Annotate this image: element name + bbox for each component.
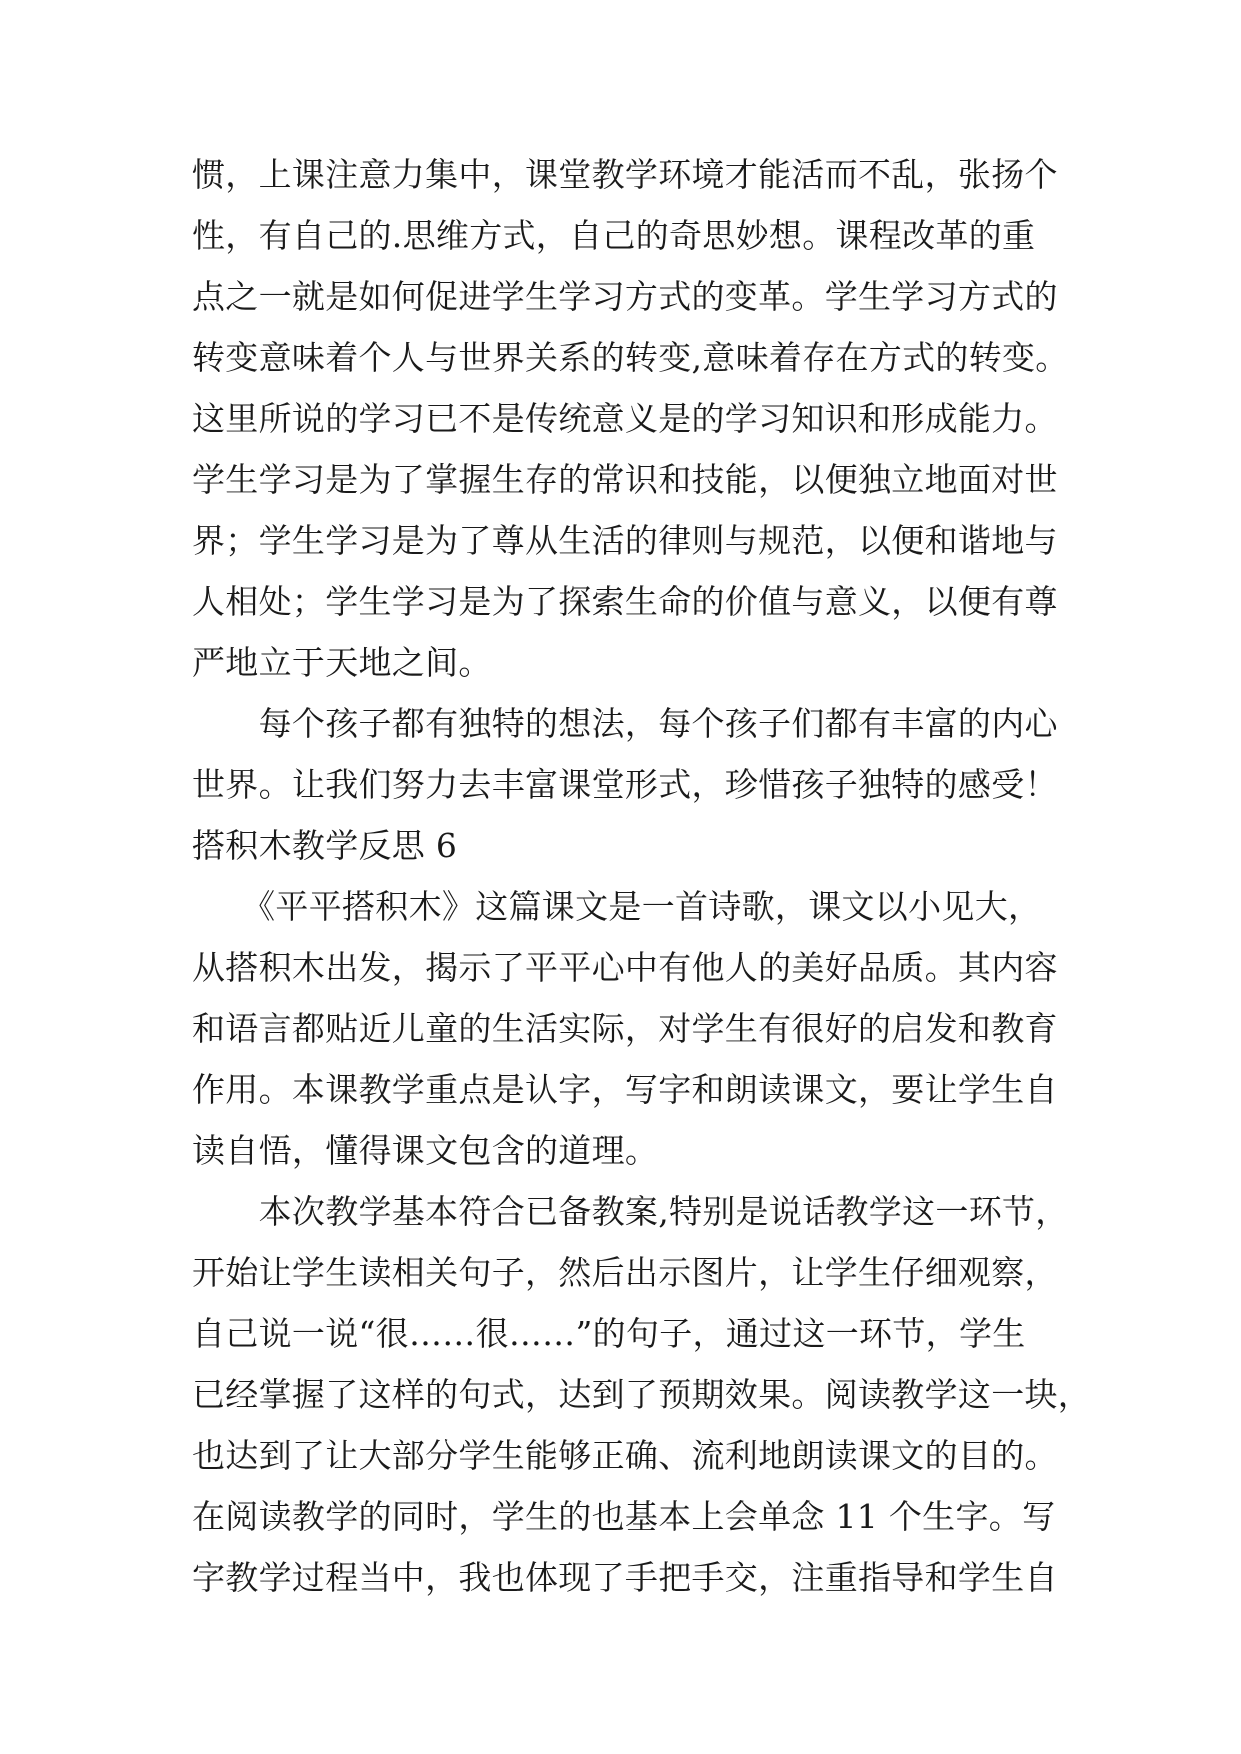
- text-line: 《平平搭积木》这篇课文是一首诗歌，课文以小见大，: [192, 887, 1042, 926]
- text-line: 从搭积木出发，揭示了平平心中有他人的美好品质。其内容: [192, 948, 1058, 987]
- text-line: 自己说一说“很……很……”的句子，通过这一环节，学生: [192, 1314, 1026, 1353]
- text-line: 这里所说的学习已不是传统意义是的学习知识和形成能力。: [192, 399, 1058, 438]
- text-line: 学生学习是为了掌握生存的常识和技能，以便独立地面对世: [192, 460, 1058, 499]
- text-line: 世界。让我们努力去丰富课堂形式，珍惜孩子独特的感受！: [192, 765, 1058, 804]
- text-line: 和语言都贴近儿童的生活实际，对学生有很好的启发和教育: [192, 1009, 1058, 1048]
- text-line: 人相处；学生学习是为了探索生命的价值与意义，以便有尊: [192, 582, 1058, 621]
- text-line: 也达到了让大部分学生能够正确、流利地朗读课文的目的。: [192, 1436, 1058, 1475]
- text-line: 字教学过程当中，我也体现了手把手交，注重指导和学生自: [192, 1558, 1058, 1597]
- text-line: 作用。本课教学重点是认字，写字和朗读课文，要让学生自: [192, 1070, 1058, 1109]
- text-line: 严地立于天地之间。: [192, 643, 492, 682]
- text-line: 开始让学生读相关句子，然后出示图片，让学生仔细观察，: [192, 1253, 1058, 1292]
- text-line: 每个孩子都有独特的想法，每个孩子们都有丰富的内心: [192, 704, 1058, 743]
- section-heading: 搭积木教学反思 6: [192, 826, 458, 865]
- text-line: 界；学生学习是为了尊从生活的律则与规范，以便和谐地与: [192, 521, 1058, 560]
- text-line: 本次教学基本符合已备教案,特别是说话教学这一环节，: [192, 1192, 1069, 1231]
- text-line: 性，有自己的.思维方式，自己的奇思妙想。课程改革的重: [192, 216, 1036, 255]
- text-line: 惯，上课注意力集中，课堂教学环境才能活而不乱，张扬个: [192, 155, 1058, 194]
- text-line: 点之一就是如何促进学生学习方式的变革。学生学习方式的: [192, 277, 1058, 316]
- text-line: 在阅读教学的同时，学生的也基本上会单念 11 个生字。写: [192, 1497, 1056, 1536]
- text-line: 已经掌握了这样的句式，达到了预期效果。阅读教学这一块，: [192, 1375, 1092, 1414]
- text-line: 转变意味着个人与世界关系的转变,意味着存在方式的转变。: [192, 338, 1069, 377]
- text-line: 读自悟，懂得课文包含的道理。: [192, 1131, 659, 1170]
